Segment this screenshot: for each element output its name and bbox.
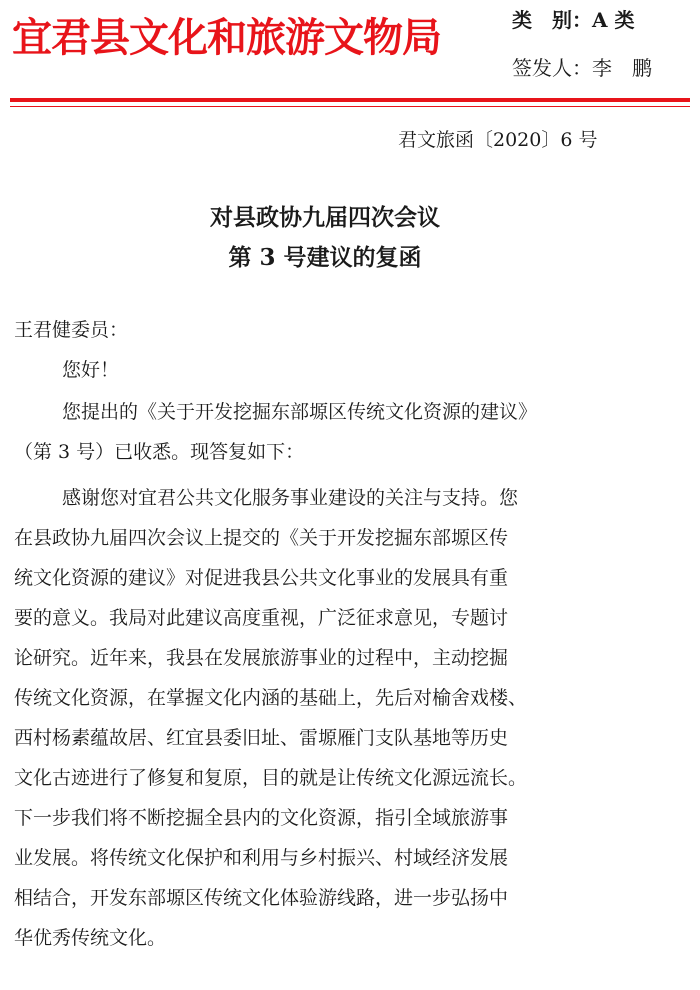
- body-line: 感谢您对宜君公共文化服务事业建设的关注与支持。您: [62, 487, 519, 509]
- body-line: 您提出的《关于开发挖掘东部塬区传统文化资源的建议》: [62, 401, 538, 423]
- greeting: 您好！: [62, 359, 120, 381]
- document-category: 类 别：A 类: [512, 8, 635, 32]
- document-signer: 签发人：李 鹏: [512, 56, 652, 80]
- document-title-line-1: 对县政协九届四次会议: [210, 204, 440, 231]
- body-line: 相结合，开发东部塬区传统文化体验游线路，进一步弘扬中: [14, 887, 509, 909]
- body-line: 文化古迹进行了修复和复原，目的就是让传统文化源远流长。: [14, 767, 528, 789]
- body-line: 统文化资源的建议》对促进我县公共文化事业的发展具有重: [14, 567, 509, 589]
- body-line: 要的意义。我局对此建议高度重视，广泛征求意见，专题讨: [14, 607, 509, 629]
- header-divider-thick: [10, 98, 690, 102]
- header-divider-thin: [10, 106, 690, 107]
- body-line: 华优秀传统文化。: [14, 927, 167, 949]
- body-line: 论研究。近年来，我县在发展旅游事业的过程中，主动挖掘: [14, 647, 509, 669]
- document-title-line-2: 第 3 号建议的复函: [228, 244, 422, 271]
- body-line: 业发展。将传统文化保护和利用与乡村振兴、村域经济发展: [14, 847, 509, 869]
- body-line: 西村杨素蕴故居、红宜县委旧址、雷塬雁门支队基地等历史: [14, 727, 509, 749]
- document-number: 君文旅函〔2020〕6 号: [398, 129, 598, 151]
- body-line: 传统文化资源，在掌握文化内涵的基础上，先后对榆舍戏楼、: [14, 687, 528, 709]
- body-line: 下一步我们将不断挖掘全县内的文化资源，指引全域旅游事: [14, 807, 509, 829]
- body-line: （第 3 号）已收悉。现答复如下：: [14, 441, 305, 463]
- issuing-organization-header: 宜君县文化和旅游文物局: [12, 14, 441, 61]
- body-line: 在县政协九届四次会议上提交的《关于开发挖掘东部塬区传: [14, 527, 509, 549]
- salutation: 王君健委员：: [14, 319, 129, 341]
